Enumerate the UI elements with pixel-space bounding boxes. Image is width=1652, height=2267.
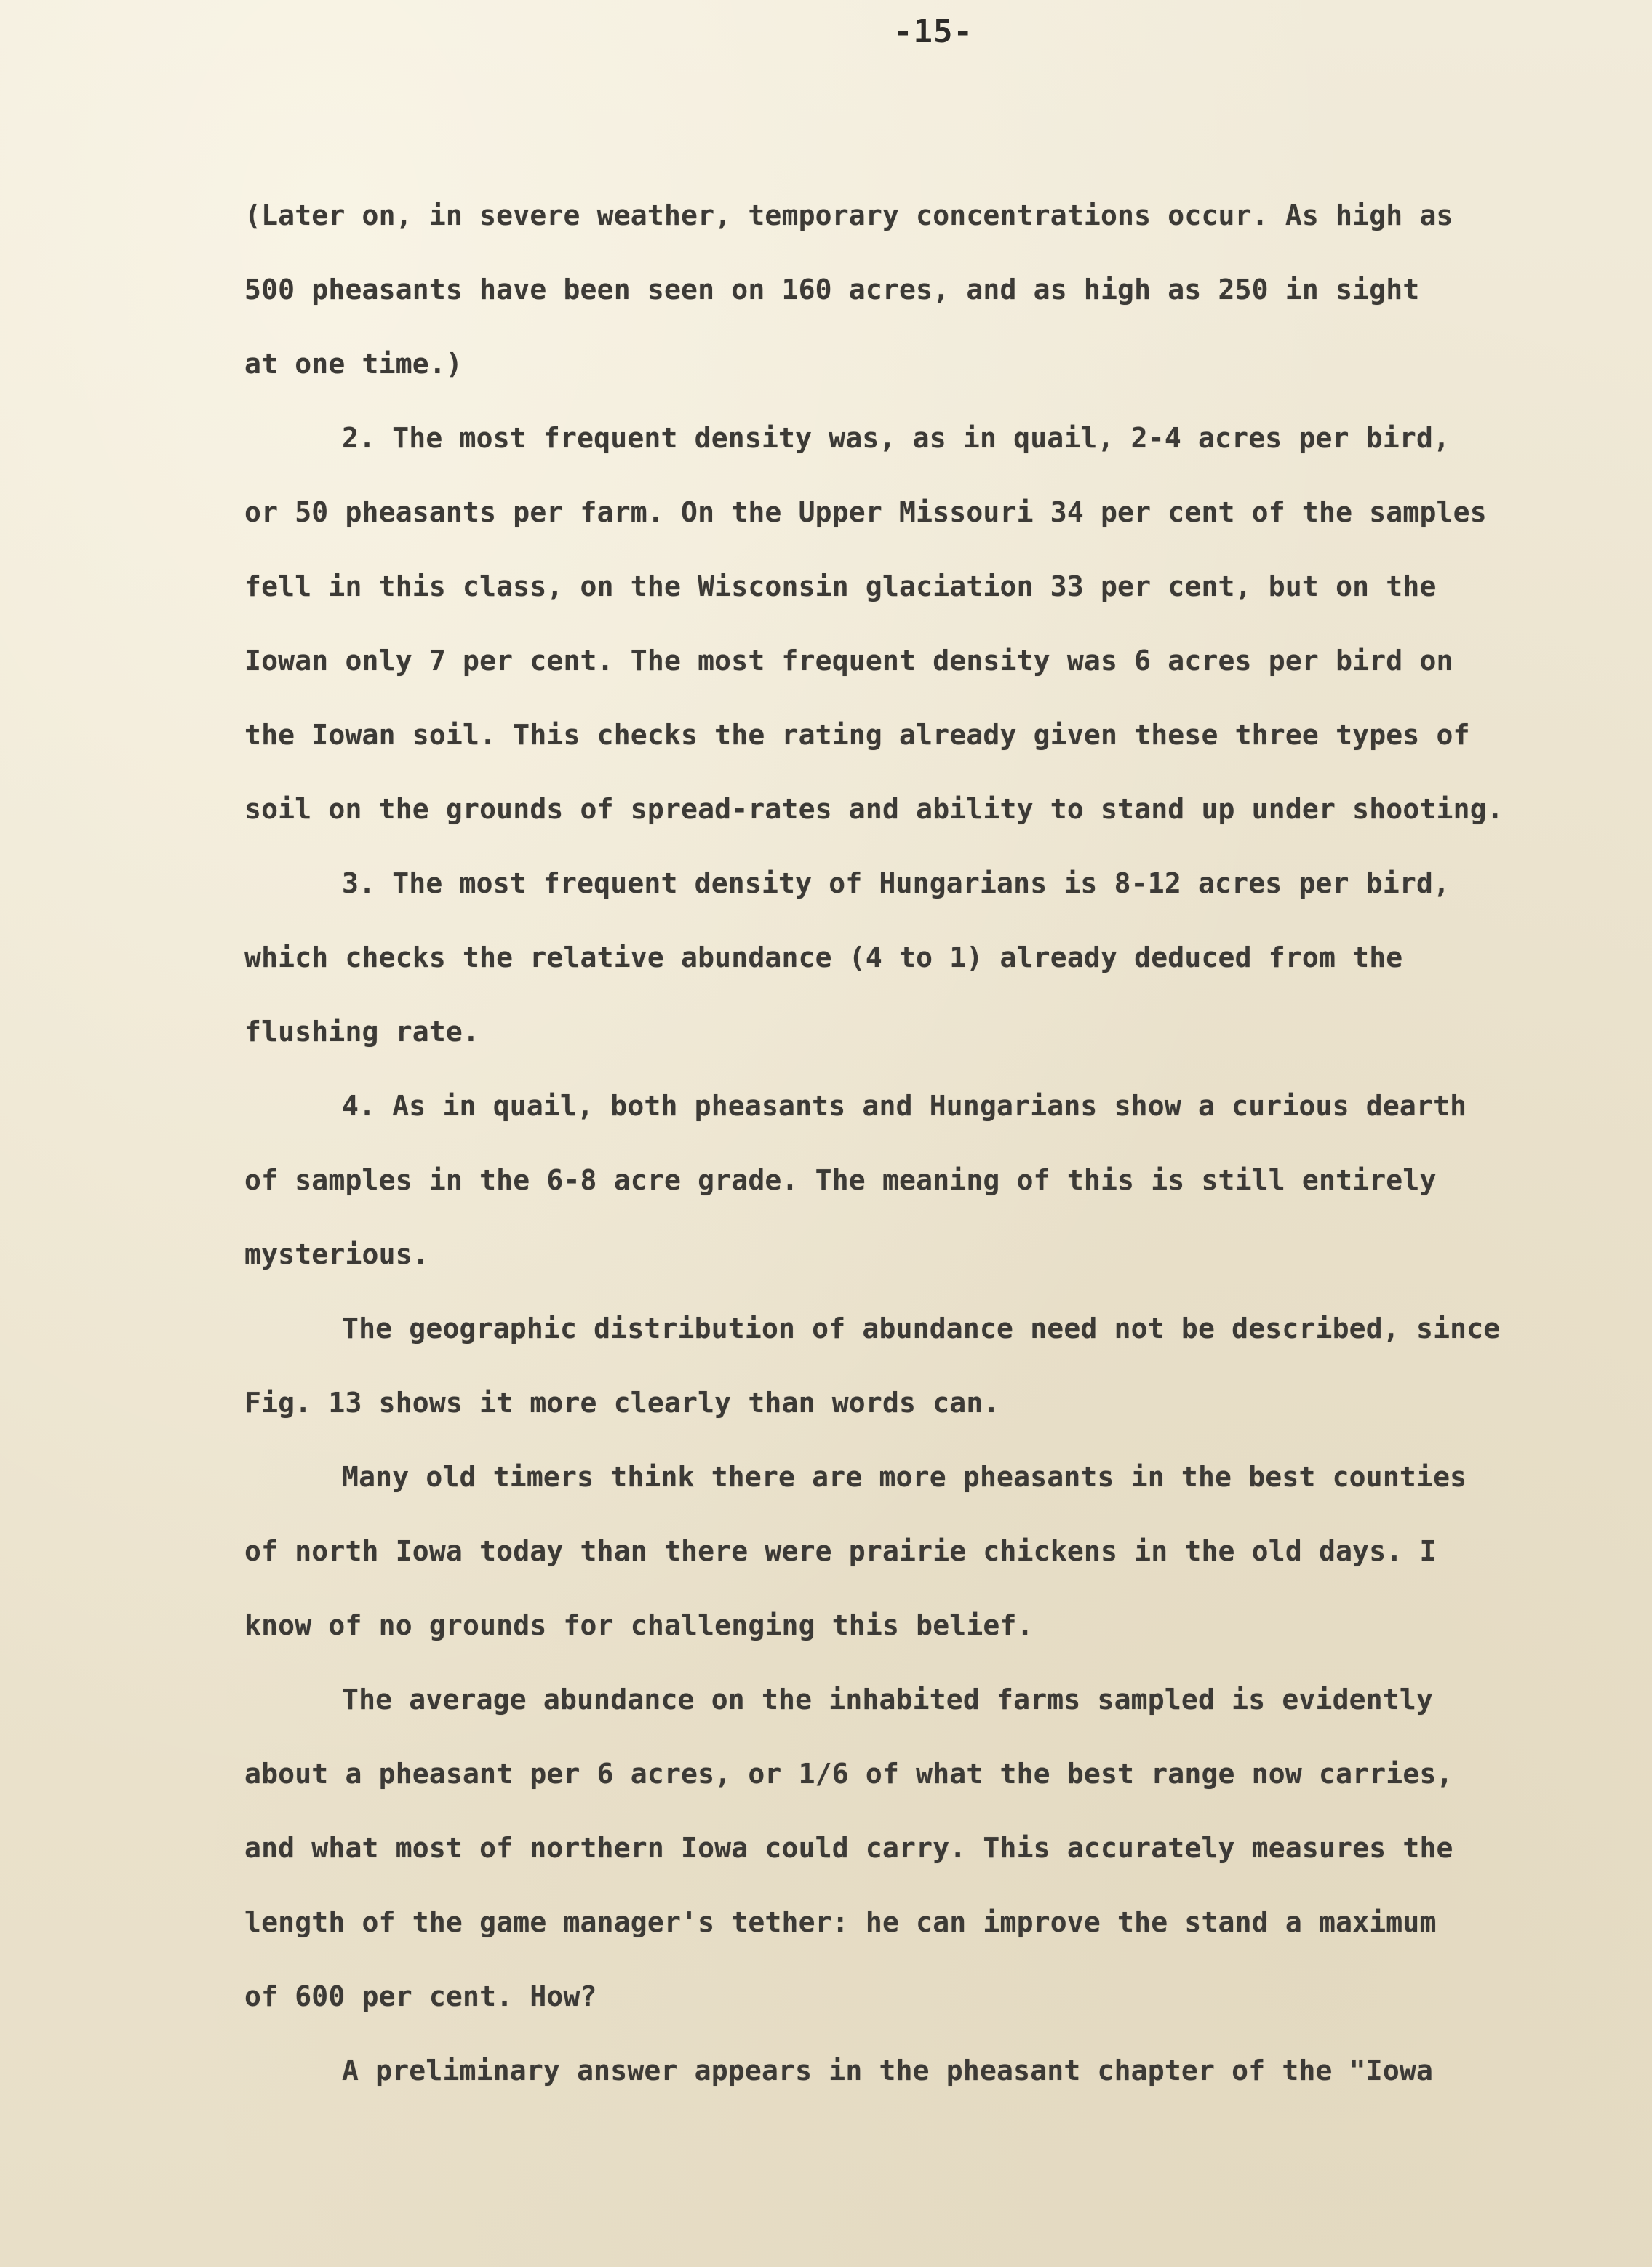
text-line: A preliminary answer appears in the pheasant chapter of the "Iowa bbox=[342, 2055, 1434, 2087]
text-line: about a pheasant per 6 acres, or 1/6 of what the best range now carries, bbox=[244, 1758, 1453, 1790]
text-line: 4. As in quail, both pheasants and Hungarians show a curious dearth bbox=[342, 1090, 1467, 1122]
text-line: of samples in the 6-8 acre grade. The meaning of this is still entirely bbox=[244, 1164, 1437, 1196]
text-line: length of the game manager's tether: he can improve the stand a maximum bbox=[244, 1906, 1437, 1938]
text-line: mysterious. bbox=[244, 1238, 429, 1270]
text-line: 3. The most frequent density of Hungarians is 8-12 acres per bird, bbox=[342, 867, 1451, 899]
text-line: Fig. 13 shows it more clearly than words can. bbox=[244, 1387, 1000, 1419]
text-line: or 50 pheasants per farm. On the Upper Missouri 34 per cent of the samples bbox=[244, 496, 1487, 528]
text-line: (Later on, in severe weather, temporary concentrations occur. As high as bbox=[244, 199, 1453, 231]
text-line: the Iowan soil. This checks the rating already given these three types of bbox=[244, 719, 1470, 751]
text-line: 500 pheasants have been seen on 160 acres, and as high as 250 in sight bbox=[244, 274, 1420, 306]
text-line: fell in this class, on the Wisconsin glaciation 33 per cent, but on the bbox=[244, 570, 1437, 602]
text-line: 2. The most frequent density was, as in quail, 2-4 acres per bird, bbox=[342, 422, 1451, 454]
page-number: -15- bbox=[893, 13, 973, 50]
text-line: The average abundance on the inhabited farms sampled is evidently bbox=[342, 1684, 1434, 1716]
text-line: Iowan only 7 per cent. The most frequent density was 6 acres per bird on bbox=[244, 645, 1453, 677]
text-line: soil on the grounds of spread-rates and ability to stand up under shooting. bbox=[244, 793, 1504, 825]
text-line: at one time.) bbox=[244, 348, 463, 380]
text-line: The geographic distribution of abundance need not be described, since bbox=[342, 1312, 1501, 1344]
text-line: and what most of northern Iowa could carry. This accurately measures the bbox=[244, 1832, 1453, 1864]
body-text bbox=[244, 178, 1627, 2108]
text-line: of 600 per cent. How? bbox=[244, 1980, 597, 2012]
text-line: which checks the relative abundance (4 to 1) already deduced from the bbox=[244, 941, 1403, 973]
text-line: know of no grounds for challenging this belief. bbox=[244, 1609, 1034, 1641]
text-line: Many old timers think there are more pheasants in the best counties bbox=[342, 1461, 1467, 1493]
text-line: of north Iowa today than there were prairie chickens in the old days. I bbox=[244, 1535, 1437, 1567]
text-line: flushing rate. bbox=[244, 1016, 480, 1048]
